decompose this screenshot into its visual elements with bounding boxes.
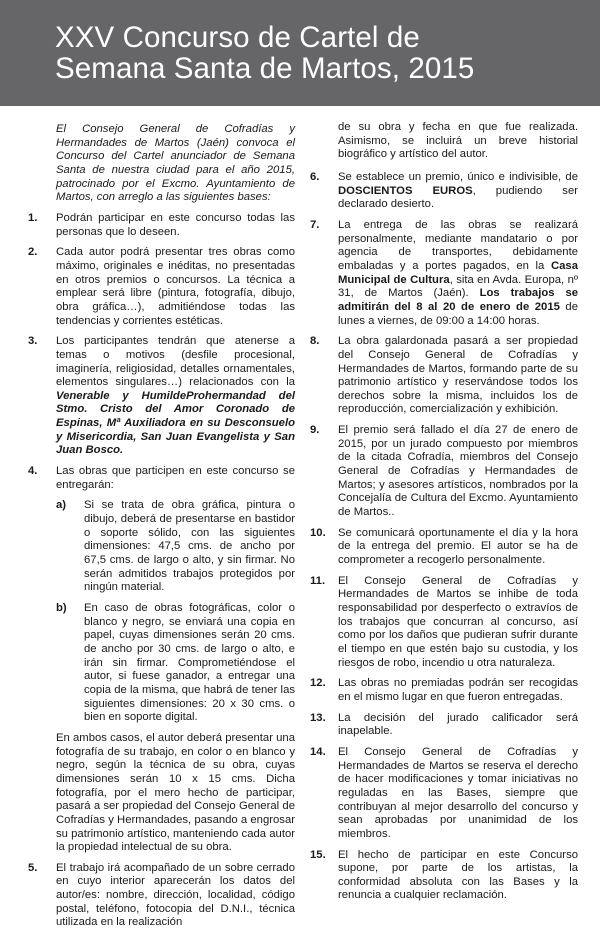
base-text: El trabajo irá acompañado de un sobre cerrado en cuyo interior aparecerán los datos del autor/es: nombre, dirección, localidad, código postal, teléfono, fotocopia del D.N.I., técnica utilizada en la realización: [56, 861, 295, 929]
base-2: [28, 246, 295, 328]
base-text: Los participantes tendrán que atenerse a temas o motivos (desfile procesional, imaginería, religiosidad, detalles ornamentales, elementos singulares…) relacionados con la: [56, 335, 295, 389]
base-text: La decisión del jurado calificador será inapelable.: [338, 711, 578, 738]
base-text: Cada autor podrá presentar tres obras como máximo, originales e inéditas, no presentadas en otros premios o concursos. La técnica a emplear será libre (pintura, fotografía, dibujo, obra gráfica…), admitiéndose todas las tendencias y corrientes estéticas.: [56, 246, 295, 327]
sub-text: Si se trata de obra gráfica, pintura o dibujo, deberá de presentarse en bastidor o soporte sólido, con las siguientes dimensiones: 47,5 cms. de ancho por 67,5 cms. de largo o alto, y sin firmar. No serán admitidos trabajos protegidos por ningún material.: [84, 499, 295, 594]
page-title: [55, 22, 595, 84]
base-5: [28, 862, 295, 930]
base-4-b: [56, 602, 295, 725]
sub-label: b): [56, 602, 67, 614]
base-number: 6.: [310, 170, 320, 183]
title-line-1: XXV Concurso de Cartel de: [55, 21, 420, 54]
base-number: 4.: [28, 465, 38, 478]
base-9: [310, 424, 578, 520]
base-text: La obra galardonada pasará a ser propiedad del Consejo General de Cofradías y Hermandades de Martos, formando parte de su patrimonio artístico y reservándose todos los derechos sobre la misma, incluidos los de reproducción, comercialización y exhibición.: [338, 335, 578, 416]
base-number: 9.: [310, 424, 320, 437]
base-number: 5.: [28, 861, 38, 874]
base-text: Las obras que participen en este concurso se entregarán:: [56, 465, 295, 491]
base-8: [310, 335, 578, 417]
base-number: 1.: [28, 211, 38, 224]
base-number: 8.: [310, 335, 320, 348]
base-text: El hecho de participar en este Concurso supone, por parte de los artistas, la conformidad absoluta con las Bases y la renuncia a cualquier reclamación.: [338, 848, 578, 902]
base-text: Se comunicará oportunamente el día y la hora de la entrega del premio. El autor se ha de comprometer a recogerlo personalmente.: [338, 526, 578, 567]
base-text-bold: Venerable y HumildeProhermandad del Stmo. Cristo del Amor Coronado de Espinas, Mª Auxiliadora en su Desconsuelo y Misericordia, San Juan Evangelista y San Juan Bosco.: [56, 389, 295, 457]
base-15: [310, 849, 578, 904]
base-number: 14.: [310, 745, 326, 758]
title-line-2: Semana Santa de Martos, 2015: [55, 52, 475, 85]
right-column: [310, 121, 578, 910]
title-banner: [0, 0, 600, 106]
base-text-bold-2: Los trabajos se admitirán del 8 al 20 de enero de 2015: [338, 287, 579, 313]
base-1: [28, 212, 295, 239]
sub-text: En caso de obras fotográficas, color o blanco y negro, se enviará una copia en papel, cuyas dimensiones serán 20 cms. de ancho por 30 cms. de largo o alto, e irán sin firmar. Comprometiéndose el autor, si fuese ganador, a entregar una copia de la misma, que habrá de tener las siguientes dimensiones: 20 x 30 cms. o bien en soporte digital.: [84, 602, 295, 724]
base-text-end: de lunes a viernes, de 09:00 a 14:00 horas.: [338, 300, 578, 327]
base-13: [310, 712, 578, 739]
base-number: 7.: [310, 218, 320, 231]
base-text: Se establece un premio, único e indivisible, de: [338, 170, 578, 183]
base-7: [310, 219, 578, 328]
base-text: Podrán participar en este concurso todas las personas que lo deseen.: [56, 211, 295, 238]
base-text: Las obras no premiadas podrán ser recogidas en el mismo lugar en que fueron entregadas.: [338, 677, 578, 703]
base-text-bold: Casa Municipal de Cultura: [338, 259, 578, 286]
base-number: 10.: [310, 526, 326, 539]
base-text: El Consejo General de Cofradías y Hermandades de Martos se inhibe de toda responsabilidad por desperfecto o extravíos de los trabajos que concurran al concurso, así como por los daños que pudieran sufrir durante el tiempo en que estén bajo su custodia, y los riesgos de robo, incendio u otra naturaleza.: [338, 574, 578, 669]
sub-label: a): [56, 499, 67, 512]
base-4: [28, 465, 295, 492]
base-12: [310, 677, 578, 704]
base-3: [28, 335, 295, 458]
base-number: 2.: [28, 246, 38, 259]
base-text-bold: DOSCIENTOS EUROS: [338, 184, 473, 197]
base-10: [310, 527, 578, 568]
left-column: [28, 123, 295, 937]
base-text-end: , pudiendo ser declarado desierto.: [338, 184, 578, 211]
base-6: [310, 171, 578, 212]
base-text: El premio será fallado el día 27 de enero de 2015, por un jurado compuesto por miembros de la citada Cofradía, miembros del Consejo General de Cofradías y Hermandades de Martos; y asesores artísticos, nombrados por la Concejalía de Cultura del Excmo. Ayuntamiento de Martos..: [338, 424, 578, 519]
base-number: 13.: [310, 711, 326, 724]
base-4-a: [56, 499, 295, 595]
base-number: 15.: [310, 848, 326, 861]
base-text-mid: , sita en Avda. Europa, nº 31, de Martos (Jaén).: [338, 273, 579, 300]
base-number: 12.: [310, 677, 326, 690]
base-5-continued: de su obra y fecha en que fue realizada. Asimismo, se incluirá un breve historial biográfico y artístico del autor.: [338, 121, 578, 161]
intro-paragraph: El Consejo General de Cofradías y Hermandades de Martos (Jaén) convoca el Concurso del Cartel anunciador de Semana Santa de nuestra ciudad para el año 2015, patrocinado por el Excmo. Ayuntamiento de Martos, con arreglo a las siguientes bases:: [56, 123, 295, 204]
base-14: [310, 746, 578, 842]
base-number: 11.: [310, 574, 326, 587]
base-text: La entrega de las obras se realizará personalmente, mediante mandatario o por agencia de transportes, debidamente embaladas y a portes pagados, en la: [338, 218, 578, 272]
base-number: 3.: [28, 335, 38, 348]
base-text: El Consejo General de Cofradías y Hermandades de Martos se reserva el derecho de hacer modificaciones y tomar iniciativas no reguladas en las Bases, siempre que contribuyan al mejor desarrollo del concurso y sean aprobadas por unanimidad de los miembros.: [338, 745, 578, 840]
base-11: [310, 575, 578, 671]
base-4-extra: En ambos casos, el autor deberá presentar una fotografía de su trabajo, en color o en blanco y negro, según la técnica de su obra, cuyas dimensiones serán 10 x 15 cms. Dicha fotografía, por el mero hecho de participar, pasará a ser propiedad del Consejo General de Cofradías y Hermandades, pasando a engrosar su patrimonio artístico, manteniendo cada autor la propiedad intelectual de su obra.: [56, 731, 295, 854]
